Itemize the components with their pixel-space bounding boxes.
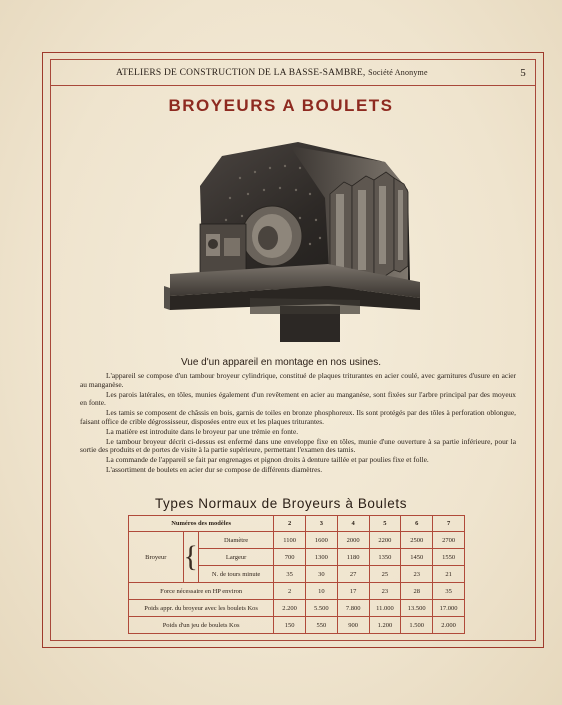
table-cell: 5.500 [305, 600, 337, 617]
table-cell: 11.000 [369, 600, 401, 617]
table-cell: 7.800 [337, 600, 369, 617]
header-label: Numéros des modèles [129, 516, 274, 532]
paragraph: La matière est introduite dans le broyeur par une trémie en fonte. [106, 426, 299, 436]
table-cell: 2000 [337, 532, 369, 549]
table-cell: 1100 [274, 532, 306, 549]
table-cell: 1.200 [369, 617, 401, 634]
table-cell: 1.500 [401, 617, 433, 634]
table-cell: 23 [369, 583, 401, 600]
page-title: BROYEURS A BOULETS [168, 96, 394, 115]
table-cell: 1550 [433, 549, 465, 566]
header-title-main: ATELIERS DE CONSTRUCTION DE LA BASSE-SAMBRE, [116, 68, 366, 78]
model-number: 2 [274, 516, 306, 532]
table-cell: 2500 [401, 532, 433, 549]
table-cell: 17.000 [433, 600, 465, 617]
table-cell: 1600 [305, 532, 337, 549]
table-cell: 35 [274, 566, 306, 583]
table-cell: 30 [305, 566, 337, 583]
table-row [129, 532, 465, 549]
table-cell: 900 [337, 617, 369, 634]
table-header-row [129, 516, 465, 532]
table-title: Types Normaux de Broyeurs à Boulets [154, 496, 408, 511]
row-label: N. de tours minute [198, 566, 273, 583]
ball-mill-photo [160, 138, 430, 356]
page-number: 5 [520, 67, 526, 79]
paragraph: Les tamis se composent de châssis en bois, garnis de toiles en bronze phosphoreux. Ils sont protégés par des tôles à perforation oblongue, faisant office de crible dégrossisseur, disposées entre eux et les plaques triturantes. [80, 408, 516, 426]
table-row [129, 617, 465, 634]
table-cell: 21 [433, 566, 465, 583]
running-header [58, 64, 528, 82]
paragraph: L'assortiment de boulets en acier dur se compose de différents diamètres. [106, 465, 323, 475]
table-cell: 2.200 [274, 600, 306, 617]
header-title [116, 68, 428, 78]
figure-caption: Vue d'un appareil en montage en nos usines. [180, 357, 381, 368]
paragraph: L'appareil se compose d'un tambour broyeur cylindrique, constitué de plaques triturantes en acier coulé, avec garnitures d'usure en acier au manganèse. [80, 371, 516, 389]
row-label: Diamètre [198, 532, 273, 549]
row-label: Force nécessaire en HP environ [129, 583, 274, 600]
table-cell: 23 [401, 566, 433, 583]
table-cell: 700 [274, 549, 306, 566]
paragraph: La commande de l'appareil se fait par engrenages et pignon droits à denture taillée et par poulies fixe et folle. [106, 455, 429, 465]
table-cell: 28 [401, 583, 433, 600]
table-cell: 10 [305, 583, 337, 600]
model-number: 4 [337, 516, 369, 532]
row-label: Poids d'un jeu de boulets Kos [129, 617, 274, 634]
table-cell: 2200 [369, 532, 401, 549]
table-cell: 1450 [401, 549, 433, 566]
table-cell: 35 [433, 583, 465, 600]
brace-glyph: { [183, 532, 198, 583]
table-cell: 25 [369, 566, 401, 583]
table-cell: 1300 [305, 549, 337, 566]
model-number: 5 [369, 516, 401, 532]
table-cell: 150 [274, 617, 306, 634]
row-label: Largeur [198, 549, 273, 566]
paragraph: Le tambour broyeur décrit ci-dessus est enfermé dans une enveloppe fixe en tôles, munie d'une ouverture à sa partie inférieure, pour la sortie des produits et de portes de visite à la partie supérieure, permettant l'examen des tamis. [80, 436, 516, 455]
table-cell: 17 [337, 583, 369, 600]
table-cell: 550 [305, 617, 337, 634]
model-number: 6 [401, 516, 433, 532]
model-number: 7 [433, 516, 465, 532]
table-row [129, 583, 465, 600]
table-cell: 13.500 [401, 600, 433, 617]
group-label: Broyeur [129, 532, 184, 583]
table-cell: 27 [337, 566, 369, 583]
models-table [128, 515, 465, 634]
header-title-tail: Société Anonyme [368, 68, 428, 77]
table-cell: 2700 [433, 532, 465, 549]
table-row [129, 600, 465, 617]
model-number: 3 [305, 516, 337, 532]
table-cell: 1350 [369, 549, 401, 566]
row-label: Poids appr. du broyeur avec les boulets Kos [129, 600, 274, 617]
table-cell: 2 [274, 583, 306, 600]
paragraph: Les parois latérales, en tôles, munies également d'un revêtement en acier au manganèse, sont fixées sur l'arbre principal par des moyeux en fonte. [80, 389, 516, 408]
table-cell: 2.000 [433, 617, 465, 634]
table-cell: 1180 [337, 549, 369, 566]
description-text [80, 372, 516, 476]
header-rule [50, 85, 536, 86]
